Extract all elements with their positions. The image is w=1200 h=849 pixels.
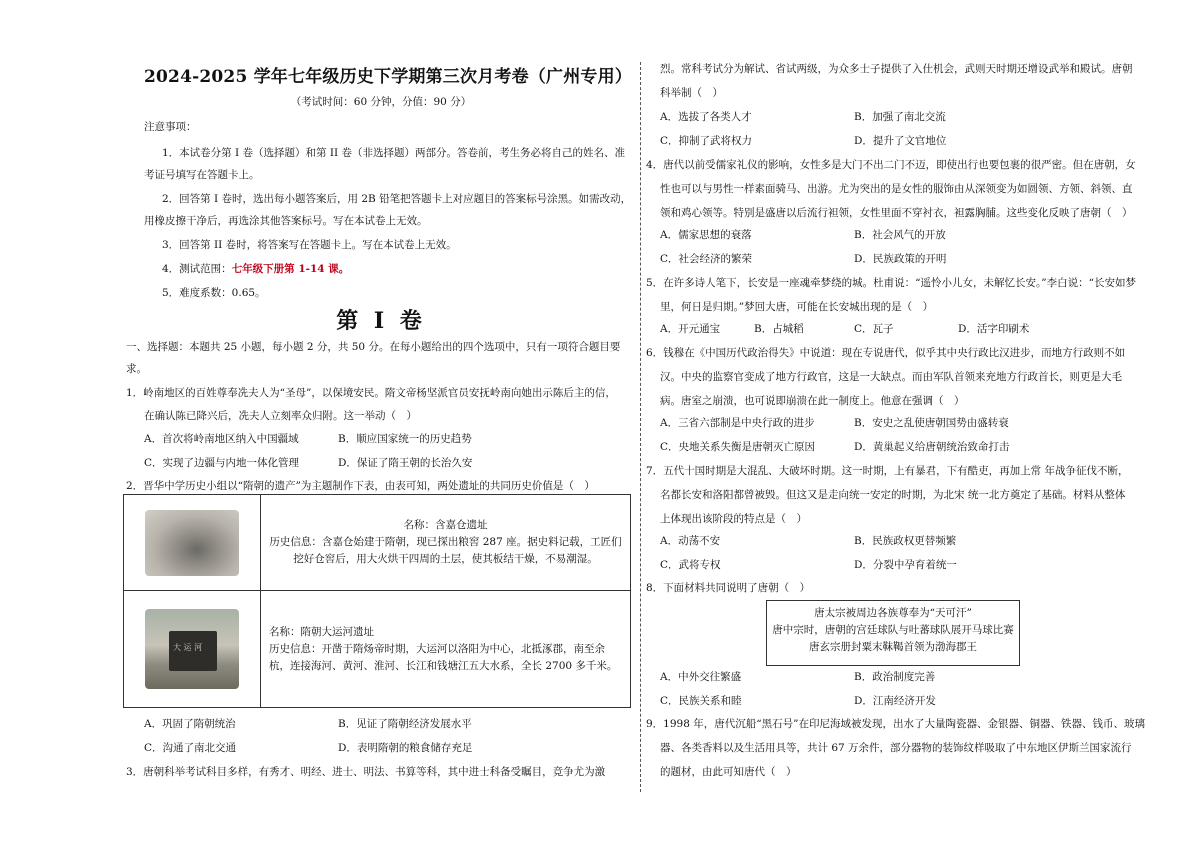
q5-stem-2: 里，何日是归期。”梦回大唐，可能在长安城出现的是（ ） — [660, 301, 934, 313]
q6-option-b[interactable]: B．安史之乱使唐朝国势由盛转衰 — [854, 417, 1009, 429]
q3-stem-1: 3．唐朝科举考试科目多样，有秀才、明经、进士、明法、书算等科，其中进士科备受瞩目，竞争尤为激 — [126, 766, 606, 778]
q4-option-b[interactable]: B．社会风气的开放 — [854, 229, 946, 241]
q6-option-d[interactable]: D．黄巢起义给唐朝统治致命打击 — [854, 441, 1010, 453]
q8-option-b[interactable]: B．政治制度完善 — [854, 671, 936, 683]
q5-option-d[interactable]: D．活字印刷术 — [958, 323, 1030, 335]
note-3: 3．回答第 II 卷时，将答案写在答题卡上。写在本试卷上无效。 — [162, 239, 457, 251]
q2-row2-name: 名称：隋朝大运河遗址 — [269, 625, 374, 638]
q3-option-d[interactable]: D．提升了文官地位 — [854, 135, 947, 147]
q4-option-a[interactable]: A．儒家思想的衰落 — [660, 229, 752, 241]
q9-stem-2: 器、各类香料以及生活用具等，共计 67 万余件，部分器物的装饰纹样吸取了中东地区伊斯兰国家流行 — [660, 742, 1132, 754]
column-divider — [640, 62, 641, 792]
q7-stem-1: 7．五代十国时期是大混乱、大破坏时期。这一时期，上有暴君，下有酷吏，再加上常 年战争征伐不断， — [646, 465, 1129, 477]
q2-stem: 2．晋华中学历史小组以“隋朝的遗产”为主题制作下表，由表可知，两处遗址的共同历史价值是（ ） — [126, 480, 595, 492]
grand-canal-stone-image — [145, 609, 239, 689]
q7-stem-3: 上体现出该阶段的特点是（ ） — [660, 513, 807, 525]
q2-option-b[interactable]: B．见证了隋朝经济发展水平 — [338, 718, 472, 730]
q5-stem-1: 5．在许多诗人笔下，长安是一座魂牵梦绕的城。杜甫说：“遥怜小儿女，未解忆长安。”李白说：“长安如梦 — [646, 277, 1137, 289]
table-row — [124, 591, 631, 708]
table-row — [124, 495, 631, 591]
granary-ruins-image — [145, 510, 239, 576]
q2-row1-info2: 挖好仓窖后，用大火烘干四周的土层，使其板结干燥，不易潮湿。 — [293, 553, 598, 566]
q4-stem-1: 4．唐代以前受儒家礼仪的影响，女性多是大门不出二门不迈，即使出行也要包裹的很严密。但在唐朝，女 — [646, 159, 1136, 171]
q7-stem-2: 名都长安和洛阳都曾被毁。但这又是走向统一安定的时期，为北宋 统一北方奠定了基础。材料从整体 — [660, 489, 1126, 501]
note-5: 5．难度系数：0.65。 — [162, 287, 266, 299]
q3-stem-3: 科举制（ ） — [660, 87, 723, 99]
exam-title: 2024-2025 学年七年级历史下学期第三次月考卷（广州专用） — [144, 67, 633, 87]
q7-option-b[interactable]: B．民族政权更替频繁 — [854, 535, 957, 547]
q3-option-c[interactable]: C．抑制了武将权力 — [660, 135, 753, 147]
q2-row2-info1: 历史信息：开凿于隋炀帝时期，大运河以洛阳为中心，北抵涿郡，南至余 — [269, 642, 605, 655]
stone-tablet-text: 大 运 河 — [173, 643, 203, 653]
instructions-2: 求。 — [126, 363, 147, 375]
q6-option-c[interactable]: C．央地关系失衡是唐朝灭亡原因 — [660, 441, 816, 453]
instructions-1: 一、选择题：本题共 25 小题，每小题 2 分，共 50 分。在每小题给出的四个选项中，只有一项符合题目要 — [126, 341, 621, 353]
note-4 — [162, 262, 349, 276]
q8-material-box — [766, 600, 1020, 666]
q8-option-a[interactable]: A．中外交往繁盛 — [660, 671, 742, 683]
q2-info-cell-1 — [261, 495, 631, 591]
q7-option-d[interactable]: D．分裂中孕育着统一 — [854, 559, 957, 571]
note-2b: 用橡皮擦干净后，再选涂其他答案标号。写在本试卷上无效。 — [144, 215, 428, 227]
q4-option-d[interactable]: D．民族政策的开明 — [854, 253, 947, 265]
q5-option-b[interactable]: B．占城稻 — [754, 323, 804, 335]
q2-row1-name: 名称：含嘉仓遗址 — [403, 519, 488, 532]
exam-subtitle: （考试时间：60 分钟，分值：90 分） — [290, 96, 472, 108]
q5-option-a[interactable]: A．开元通宝 — [660, 323, 721, 335]
q8-material-2: 唐中宗时，唐朝的宫廷球队与吐蕃球队展开马球比赛 — [772, 624, 1014, 636]
q6-stem-2: 汉。中央的监察官变成了地方行政官，这是一大缺点。而由军队首领来充地方行政首长，则更是大毛 — [660, 371, 1122, 383]
q2-photo-cell-2 — [124, 591, 261, 708]
note-4-prefix: 4．测试范围： — [162, 263, 232, 275]
q8-stem: 8．下面材料共同说明了唐朝（ ） — [646, 582, 811, 594]
q1-option-c[interactable]: C．实现了边疆与内地一体化管理 — [144, 457, 300, 469]
q7-option-c[interactable]: C．武将专权 — [660, 559, 721, 571]
q7-option-a[interactable]: A．动荡不安 — [660, 535, 721, 547]
q3-option-b[interactable]: B．加强了南北交流 — [854, 111, 946, 123]
q1-option-a[interactable]: A．首次将岭南地区纳入中国疆域 — [144, 433, 299, 445]
q6-stem-1: 6．钱穆在《中国历代政治得失》中说道：现在专说唐代，似乎其中央行政比汉进步，而地方行政则不如 — [646, 347, 1126, 359]
section-title: 第 I 卷 — [336, 308, 426, 334]
note-1a: 1．本试卷分第 I 卷（选择题）和第 II 卷（非选择题）两部分。答卷前，考生务必将自己的姓名、准 — [162, 147, 625, 159]
q8-material-1: 唐太宗被周边各族尊奉为“天可汗” — [814, 607, 972, 619]
q4-stem-3: 领和鸡心领等。特别是盛唐以后流行袒领，女性里面不穿衬衣，袒露胸脯。这些变化反映了唐朝（ ） — [660, 207, 1133, 219]
q5-option-c[interactable]: C．瓦子 — [854, 323, 894, 335]
notes-heading: 注意事项： — [144, 121, 197, 133]
q6-stem-3: 病。唐室之崩溃，也可说即崩溃在此一制度上。他意在强调（ ） — [660, 395, 965, 407]
note-4-scope: 七年级下册第 1-14 课。 — [231, 263, 350, 275]
q3-option-a[interactable]: A．选拔了各类人才 — [660, 111, 752, 123]
q1-option-b[interactable]: B．顺应国家统一的历史趋势 — [338, 433, 472, 445]
q2-row1-info1: 历史信息：含嘉仓始建于隋朝，现已探出粮窖 287 座。据史料记载，工匠们 — [269, 536, 622, 549]
q8-option-c[interactable]: C．民族关系和睦 — [660, 695, 742, 707]
q9-stem-3: 的题材，由此可知唐代（ ） — [660, 766, 797, 778]
q3-stem-2: 烈。常科考试分为解试、省试两级，为众多士子提供了入仕机会，武则天时期还增设武举和殿试。唐朝 — [660, 63, 1133, 75]
q2-option-d[interactable]: D．表明隋朝的粮食储存充足 — [338, 742, 473, 754]
q2-option-a[interactable]: A．巩固了隋朝统治 — [144, 718, 236, 730]
q2-info-cell-2 — [261, 591, 631, 708]
q8-option-d[interactable]: D．江南经济开发 — [854, 695, 936, 707]
note-2a: 2．回答第 I 卷时，选出每小题答案后，用 2B 铅笔把答题卡上对应题目的答案标号涂黑。如需改动， — [162, 193, 632, 205]
q1-option-d[interactable]: D．保证了隋王朝的长治久安 — [338, 457, 473, 469]
q2-table — [123, 494, 631, 708]
q1-stem-2: 在确认陈已降兴后，冼夫人立刻率众归附。这一举动（ ） — [144, 410, 417, 422]
q4-option-c[interactable]: C．社会经济的繁荣 — [660, 253, 753, 265]
q2-option-c[interactable]: C．沟通了南北交通 — [144, 742, 237, 754]
q9-stem-1: 9．1998 年，唐代沉船“黑石号”在印尼海域被发现，出水了大量陶瓷器、金银器、铜器、铁器、钱币、玻璃 — [646, 718, 1145, 730]
note-1b: 考证号填写在答题卡上。 — [144, 169, 260, 181]
q1-stem-1: 1．岭南地区的百姓尊奉冼夫人为“圣母”，以保境安民。隋文帝杨坚派官员安抚岭南向她出示陈后主的信， — [126, 387, 616, 399]
q8-material-3: 唐玄宗册封粟末靺鞨首领为渤海郡王 — [809, 641, 977, 653]
q4-stem-2: 性也可以与男性一样素面骑马、出游。尤为突出的是女性的服饰由从深领变为如圆领、方领、斜领、直 — [660, 183, 1133, 195]
q2-photo-cell-1 — [124, 495, 261, 591]
q2-row2-info2: 杭，连接海河、黄河、淮河、长江和钱塘江五大水系，全长 2700 多千米。 — [269, 659, 618, 672]
q6-option-a[interactable]: A．三省六部制是中央行政的进步 — [660, 417, 815, 429]
